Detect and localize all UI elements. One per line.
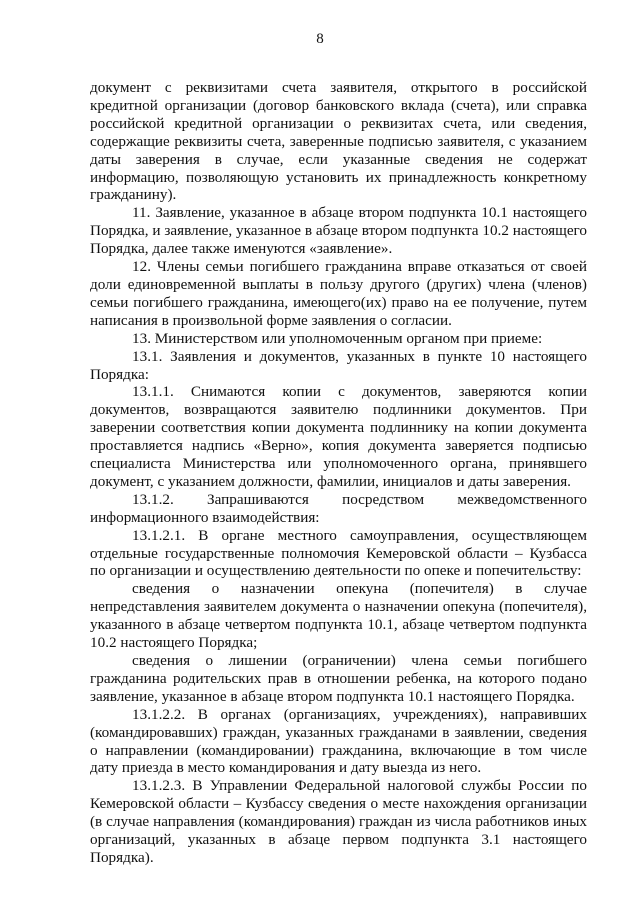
paragraph-13-1-1: 13.1.1. Снимаются копии с документов, заверяются копии документов, возвращаются заявителю подлинники документов. При заверении соответствия копии документа подлиннику на копии документа проставляется надпись «Верно», копия документа заверяется подписью специалиста Министерства или уполномоченного органа, принявшего документ, с указанием должности, фамилии, инициалов и даты заверения. [90,383,587,490]
paragraph-13-1-2-2: 13.1.2.2. В органах (организациях, учреждениях), направивших (командировавших) граждан, указанных гражданами в заявлении, сведения о направлении (командировании) гражданина, включающие в том числе дату приезда в место командирования и дату выезда из него. [90,705,587,777]
paragraph-bank-details-continued: документ с реквизитами счета заявителя, открытого в российской кредитной организации (договор банковского вклада (счета), или справка российской кредитной организации о реквизитах счета, или сведения, содержащие реквизиты счета, заверенные подписью заявителя, с указанием даты заверения в случае, если указанные сведения не содержат информацию, позволяющую установить их принадлежность конкретному гражданину). [90,79,587,204]
paragraph-13-1-2-1: 13.1.2.1. В органе местного самоуправления, осуществляющем отдельные государственные полномочия Кемеровской области – Кузбасса по организации и осуществлению деятельности по опеке и попечительству: [90,526,587,580]
paragraph-12: 12. Члены семьи погибшего гражданина вправе отказаться от своей доли единовременной выплаты в пользу другого (других) члена (членов) семьи погибшего гражданина, имеющего(их) право на ее получение, путем написания в произвольной форме заявления о согласии. [90,258,587,329]
paragraph-parental-rights: сведения о лишении (ограничении) члена семьи погибшего гражданина родительских прав в отношении ребенка, на которого подано заявление, указанное в абзаце втором подпункта 10.1 настоящего Порядка. [90,652,587,705]
paragraph-guardian-info: сведения о назначении опекуна (попечителя) в случае непредставления заявителем документа о назначении опекуна (попечителя), указанного в абзаце четвертом подпункта 10.1, абзаце четвертом подпункта 10.2 настоящего Порядка; [90,580,587,652]
page-number: 8 [316,31,324,47]
paragraph-13-1: 13.1. Заявления и документов, указанных в пункте 10 настоящего Порядка: [90,347,587,383]
paragraph-11: 11. Заявление, указанное в абзаце втором подпункта 10.1 настоящего Порядка, и заявление, указанное в абзаце втором подпункта 10.2 настоящего Порядка, далее также именуются «заявление». [90,204,587,258]
document-body [90,79,587,867]
paragraph-13-1-2: 13.1.2. Запрашиваются посредством межведомственного информационного взаимодействия: [90,490,587,526]
paragraph-13-1-2-3: 13.1.2.3. В Управлении Федеральной налоговой службы России по Кемеровской области – Кузбассу сведения о месте нахождения организации (в случае направления (командирования) граждан из числа работников иных организаций, указанных в абзаце первом подпункта 3.1 настоящего Порядка). [90,777,587,866]
paragraph-13: 13. Министерством или уполномоченным органом при приеме: [132,329,543,347]
